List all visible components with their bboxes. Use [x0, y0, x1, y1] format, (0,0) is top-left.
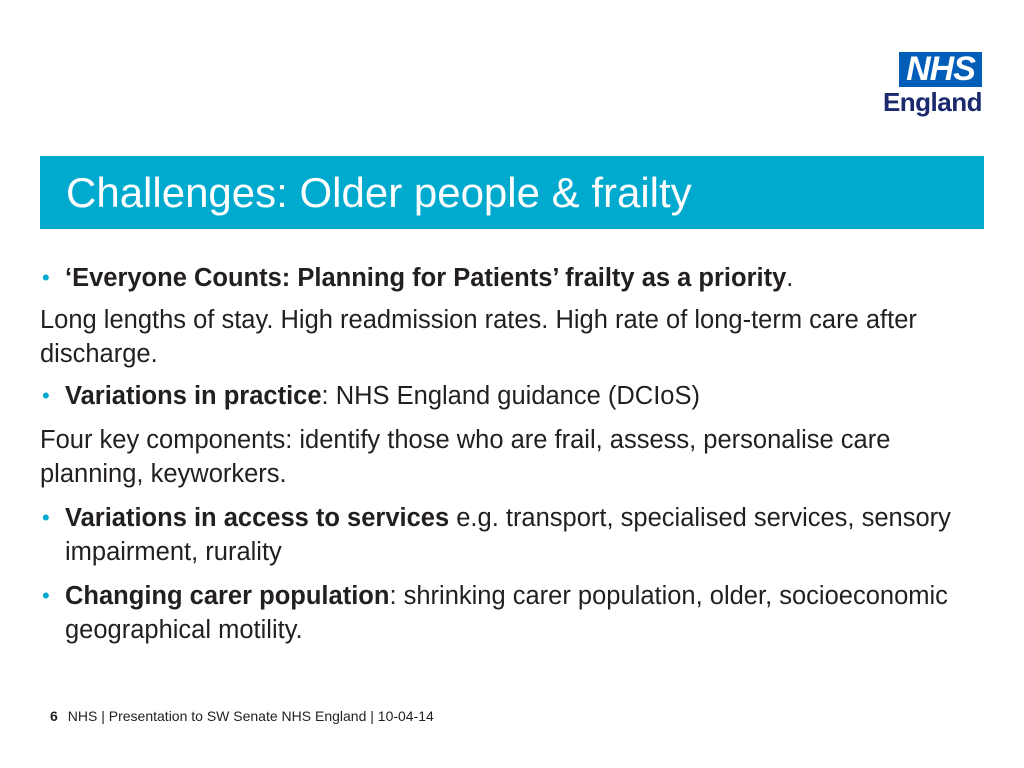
- paragraph-lengths-of-stay: Long lengths of stay. High readmission rates. High rate of long-term care after discharge.: [40, 306, 917, 368]
- paragraph-key-components: Four key components: identify those who are frail, assess, personalise care planning, keyworkers.: [40, 426, 891, 488]
- bullet-bold-text: Variations in practice: [65, 382, 322, 410]
- bullet-variations-access: [40, 501, 995, 569]
- bullet-icon: •: [42, 265, 50, 290]
- slide-content: [40, 261, 995, 647]
- bullet-bold-text: Variations in access to services: [65, 504, 450, 532]
- england-logo-text: England: [882, 87, 982, 117]
- footer: [50, 708, 434, 724]
- bullet-carer-population: [40, 579, 995, 647]
- bullet-bold-text: ‘Everyone Counts: Planning for Patients’ frailty as a priority: [65, 264, 787, 292]
- bullet-text: e.g. transport, specialised services, sensory impairment, rurality: [65, 504, 951, 566]
- nhs-logo-box: NHS: [899, 52, 982, 87]
- bullet-icon: •: [42, 505, 50, 530]
- bullet-everyone-counts: [40, 261, 995, 295]
- page-number: 6: [50, 708, 58, 724]
- bullet-bold-text: Changing carer population: [65, 582, 390, 610]
- bullet-icon: •: [42, 383, 50, 408]
- slide-title: Challenges: Older people & frailty: [66, 169, 692, 216]
- title-bar: [40, 156, 984, 229]
- bullet-text: .: [786, 264, 794, 292]
- bullet-variations-practice: [40, 379, 995, 413]
- bullet-icon: •: [42, 583, 50, 608]
- nhs-england-logo: [872, 52, 984, 117]
- footer-text: NHS | Presentation to SW Senate NHS England | 10-04-14: [67, 708, 434, 724]
- bullet-text: : shrinking carer population, older, socioeconomic geographical motility.: [65, 582, 948, 644]
- bullet-text: : NHS England guidance (DCIoS): [321, 382, 700, 410]
